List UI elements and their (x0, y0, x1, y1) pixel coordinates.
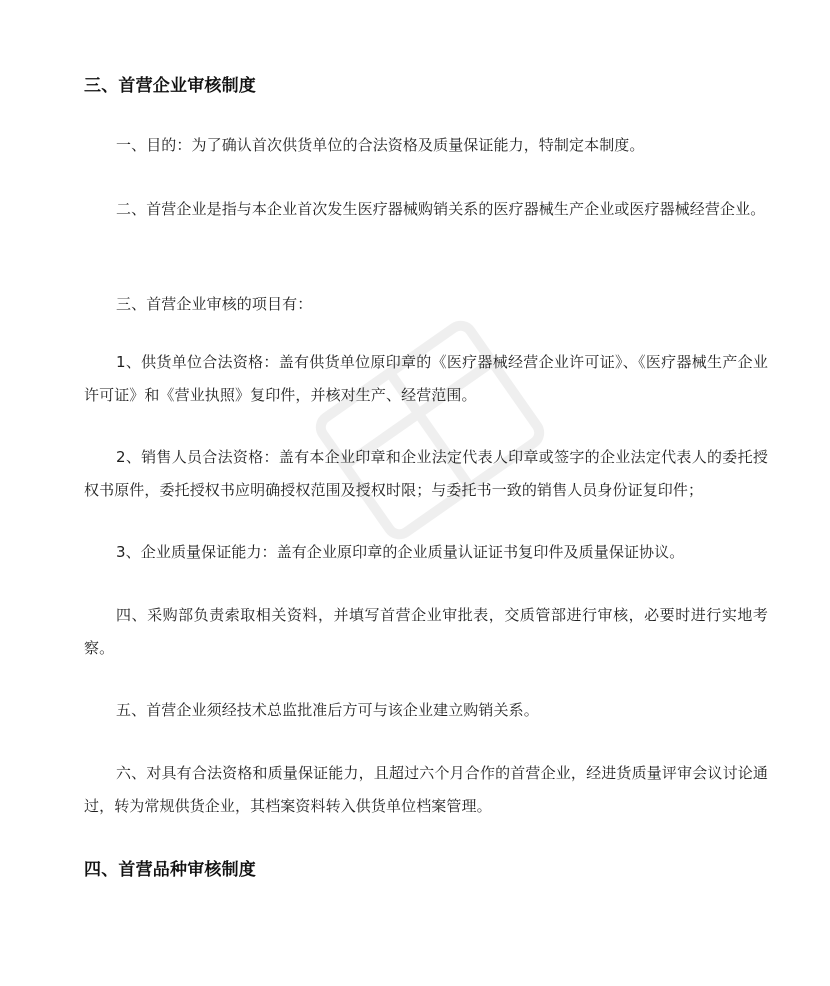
paragraph-procurement: 四、采购部负责索取相关资料，并填写首营企业审批表，交质管部进行审核，必要时进行实地考察。 (84, 606, 768, 657)
paragraph-conversion: 六、对具有合法资格和质量保证能力，且超过六个月合作的首营企业，经进货质量评审会议讨论通过，转为常规供货企业，其档案资料转入供货单位档案管理。 (84, 764, 768, 815)
paragraph-definition: 二、首营企业是指与本企业首次发生医疗器械购销关系的医疗器械生产企业或医疗器械经营企业。 (116, 200, 766, 218)
paragraph-supplier-qualification: 1、供货单位合法资格：盖有供货单位原印章的《医疗器械经营企业许可证》、《医疗器械生产企业许可证》和《营业执照》复印件，并核对生产、经营范围。 (84, 353, 768, 404)
paragraph-approval: 五、首营企业须经技术总监批准后方可与该企业建立购销关系。 (116, 701, 539, 719)
paragraph-review-items: 三、首营企业审核的项目有： (116, 295, 313, 313)
paragraph-purpose: 一、目的：为了确认首次供货单位的合法资格及质量保证能力，特制定本制度。 (116, 136, 645, 154)
section-4-heading: 四、首营品种审核制度 (84, 860, 256, 880)
paragraph-quality-assurance: 3、企业质量保证能力：盖有企业原印章的企业质量认证证书复印件及质量保证协议。 (116, 543, 685, 561)
section-3-heading: 三、首营企业审核制度 (84, 76, 256, 96)
paragraph-sales-qualification: 2、销售人员合法资格：盖有本企业印章和企业法定代表人印章或签字的企业法定代表人的委托授权书原件，委托授权书应明确授权范围及授权时限；与委托书一致的销售人员身份证复印件； (84, 448, 768, 499)
watermark-logo (300, 300, 560, 560)
